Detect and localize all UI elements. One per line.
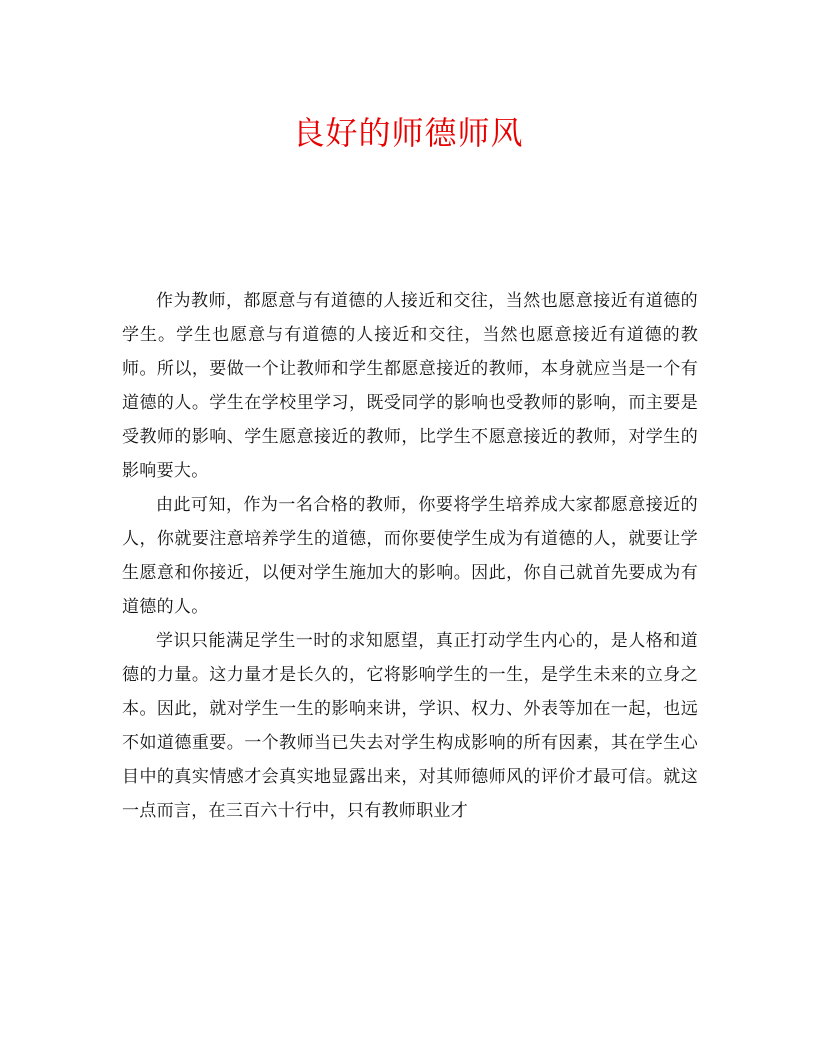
paragraph-2: 由此可知，作为一名合格的教师，你要将学生培养成大家都愿意接近的人，你就要注意培养学生的道德，而你要使学生成为有道德的人，就要让学生愿意和你接近，以便对学生施加大的影响。因此，你自己就首先要成为有道德的人。: [122, 495, 698, 617]
document-body: [122, 284, 698, 828]
paragraph-3: 学识只能满足学生一时的求知愿望，真正打动学生内心的，是人格和道德的力量。这力量才是长久的，它将影响学生的一生，是学生未来的立身之本。因此，就对学生一生的影响来讲，学识、权力、外表等加在一起，也远不如道德重要。一个教师当已失去对学生构成影响的所有因素，其在学生心目中的真实情感才会真实地显露出来，对其师德师风的评价才最可信。就这一点而言，在三百六十行中，只有教师职业才: [122, 631, 698, 821]
paragraph-1: 作为教师，都愿意与有道德的人接近和交往，当然也愿意接近有道德的学生。学生也愿意与有道德的人接近和交往，当然也愿意接近有道德的教师。所以，要做一个让教师和学生都愿意接近的教师，本身就应当是一个有道德的人。学生在学校里学习，既受同学的影响也受教师的影响，而主要是受教师的影响、学生愿意接近的教师，比学生不愿意接近的教师，对学生的影响要大。: [122, 291, 698, 481]
document-title: 良好的师德师风: [292, 114, 524, 152]
